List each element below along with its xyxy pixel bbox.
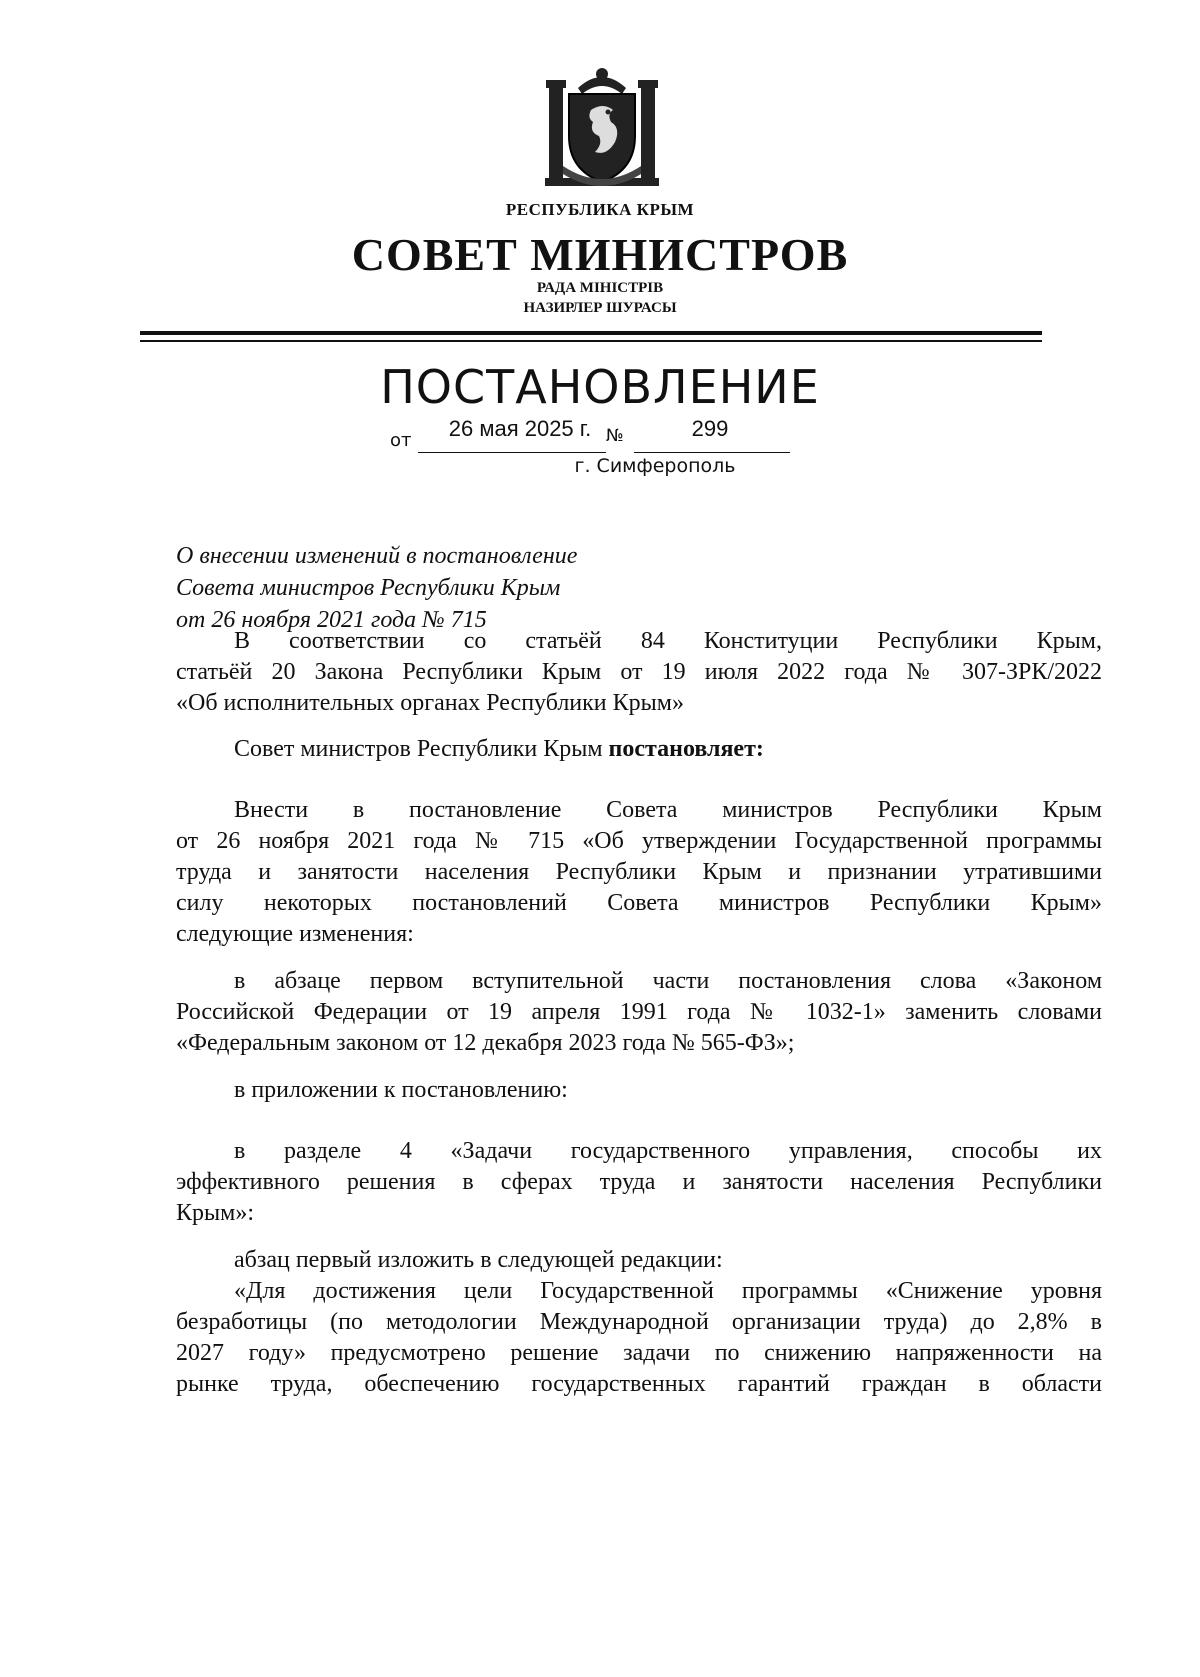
paragraph-line: от 26 ноября 2021 года № 715 «Об утверждении Государственной программы (176, 828, 1102, 854)
paragraph-line: силу некоторых постановлений Совета министров Республики Крым» (176, 890, 1102, 916)
paragraph-line (176, 734, 1102, 765)
header-divider-thin (140, 340, 1042, 342)
paragraph-line: «Федеральным законом от 12 декабря 2023 года № 565-ФЗ»; (176, 1030, 795, 1056)
paragraph-line: абзац первый изложить в следующей редакции: (234, 1247, 723, 1273)
resolves-text: Совет министров Республики Крым (234, 736, 609, 762)
subject-line: Совета министров Республики Крым (176, 575, 561, 601)
paragraph-amend-first (176, 966, 1102, 1059)
paragraph-line: Российской Федерации от 19 апреля 1991 года № 1032-1» заменить словами (176, 999, 1102, 1025)
paragraph-legal-basis (176, 626, 1102, 719)
paragraph-new-text (176, 1276, 1102, 1400)
crimea-coat-of-arms-icon (543, 66, 661, 188)
paragraph-appendix (176, 1075, 1102, 1106)
paragraph-line: в абзаце первом вступительной части постановления слова «Законом (234, 968, 1102, 994)
paragraph-line: в разделе 4 «Задачи государственного управления, способы их (234, 1138, 1102, 1164)
paragraph-line: В соответствии со статьёй 84 Конституции Республики Крым, (234, 628, 1102, 654)
number-underline (634, 452, 790, 453)
date-underline (418, 452, 606, 453)
paragraph-line: рынке труда, обеспечению государственных гарантий граждан в области (176, 1371, 1102, 1397)
republic-name: РЕСПУБЛИКА КРЫМ (505, 200, 695, 219)
issue-city: г. Симферополь (574, 455, 736, 477)
decree-subject (176, 540, 577, 636)
decree-date: 26 мая 2025 г. (448, 416, 592, 441)
date-from-label: от (390, 430, 412, 451)
paragraph-line: в приложении к постановлению: (234, 1077, 568, 1103)
subject-line: от 26 ноября 2021 года № 715 (176, 607, 487, 633)
paragraph-section-4 (176, 1136, 1102, 1229)
decree-number: 299 (691, 416, 729, 441)
resolves-keyword: постановляет: (608, 736, 764, 762)
paragraph-line: «Для достижения цели Государственной программы «Снижение уровня (234, 1278, 1102, 1304)
paragraph-line: эффективного решения в сферах труда и занятости населения Республики (176, 1169, 1102, 1195)
paragraph-amend-intro (176, 795, 1102, 950)
paragraph-first-edit (176, 1245, 1102, 1276)
paragraph-line: статьёй 20 Закона Республики Крым от 19 июля 2022 года № 307-ЗРК/2022 (176, 659, 1102, 685)
council-name: СОВЕТ МИНИСТРОВ (351, 229, 849, 280)
paragraph-line: Внести в постановление Совета министров Республики Крым (234, 797, 1102, 823)
council-name-ukrainian: РАДА МІНІСТРІВ (536, 280, 664, 296)
paragraph-line: труда и занятости населения Республики Крым и признании утратившими (176, 859, 1102, 885)
header-divider-thick (140, 331, 1042, 335)
subject-line: О внесении изменений в постановление (176, 543, 578, 569)
council-name-crimean-tatar: НАЗИРЛЕР ШУРАСЫ (523, 300, 677, 316)
paragraph-line: Крым»: (176, 1200, 254, 1226)
paragraph-line: 2027 году» предусмотрено решение задачи по снижению напряженности на (176, 1340, 1102, 1366)
paragraph-line: следующие изменения: (176, 921, 414, 947)
paragraph-line: «Об исполнительных органах Республики Крым» (176, 690, 684, 716)
paragraph-line: безработицы (по методологии Международной организации труда) до 2,8% в (176, 1309, 1102, 1335)
number-label: № (606, 426, 624, 446)
document-type-title: ПОСТАНОВЛЕНИЕ (380, 360, 820, 414)
paragraph-resolves (176, 734, 1102, 765)
